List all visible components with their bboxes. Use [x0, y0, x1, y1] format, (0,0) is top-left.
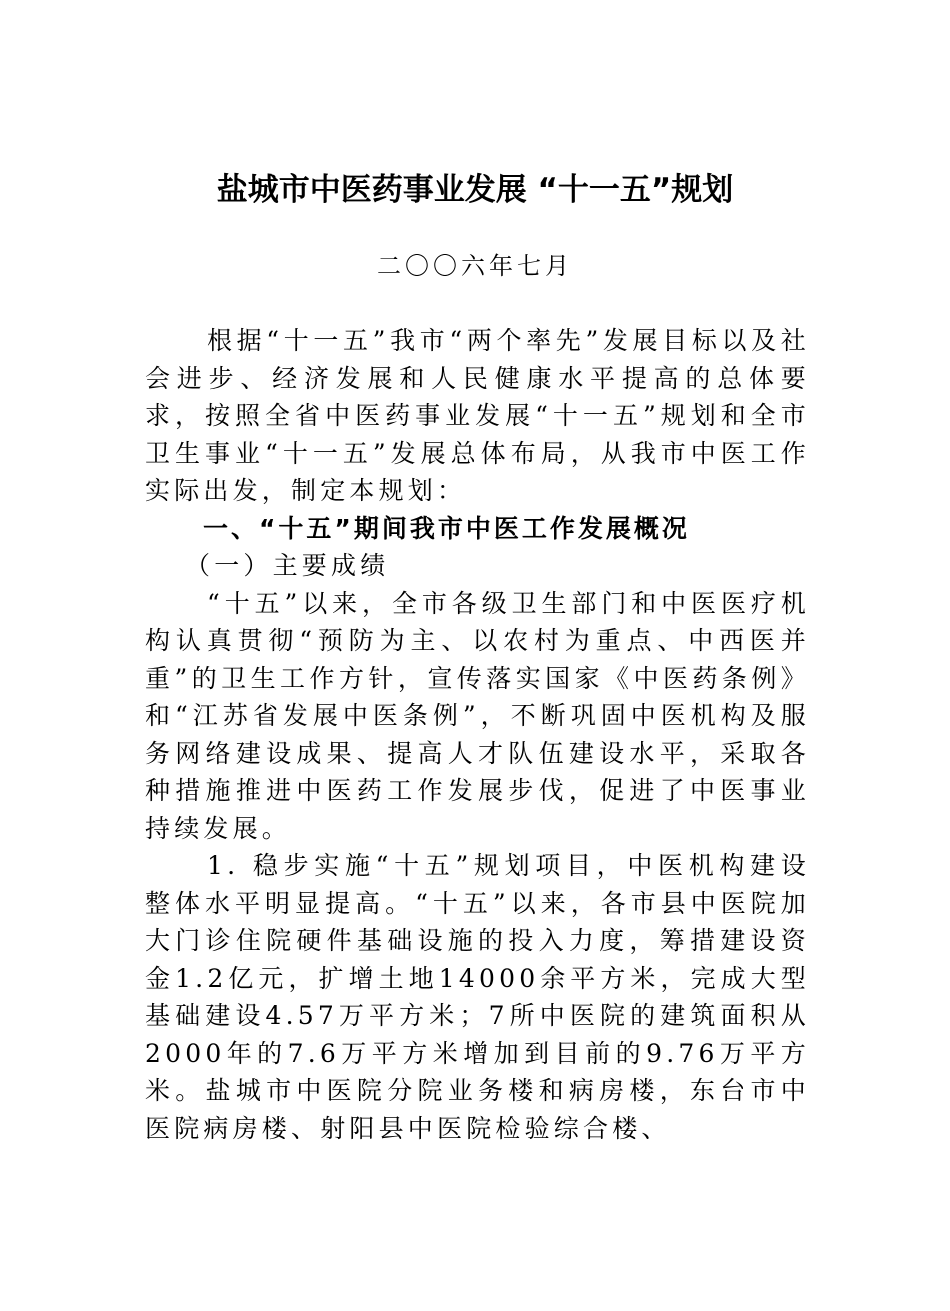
document-date: 二〇〇六年七月	[377, 252, 573, 280]
document-title: 盐城市中医药事业发展 “十一五”规划	[216, 172, 734, 208]
document-body	[145, 322, 810, 1147]
body-paragraph: 1. 稳步实施“十五”规划项目，中医机构建设整体水平明显提高。“十五”以来，各市县中医院加大门诊住院硬件基础设施的投入力度，筹措建设资金1.2亿元，扩增土地14000余平方米，完成大型基础建设4.57万平方米；7所中医院的建筑面积从2000年的7.6万平方米增加到目前的9.76万平方米。盐城市中医院分院业务楼和病房楼，东台市中医院病房楼、射阳县中医院检验综合楼、	[145, 851, 810, 1143]
body-paragraph: “十五”以来，全市各级卫生部门和中医医疗机构认真贯彻“预防为主、以农村为重点、中西医并重”的卫生工作方针，宣传落实国家《中医药条例》和“江苏省发展中医条例”，不断巩固中医机构及服务网络建设成果、提高人才队伍建设水平，采取各种措施推进中医药工作发展步伐，促进了中医事业持续发展。	[145, 588, 810, 843]
subsection-heading: （一）主要成绩	[185, 551, 390, 580]
intro-paragraph: 根据“十一五”我市“两个率先”发展目标以及社会进步、经济发展和人民健康水平提高的总体要求，按照全省中医药事业发展“十一五”规划和全市卫生事业“十一五”发展总体布局，从我市中医工作实际出发，制定本规划：	[145, 326, 810, 505]
section-heading: 一、“十五”期间我市中医工作发展概况	[203, 513, 690, 543]
